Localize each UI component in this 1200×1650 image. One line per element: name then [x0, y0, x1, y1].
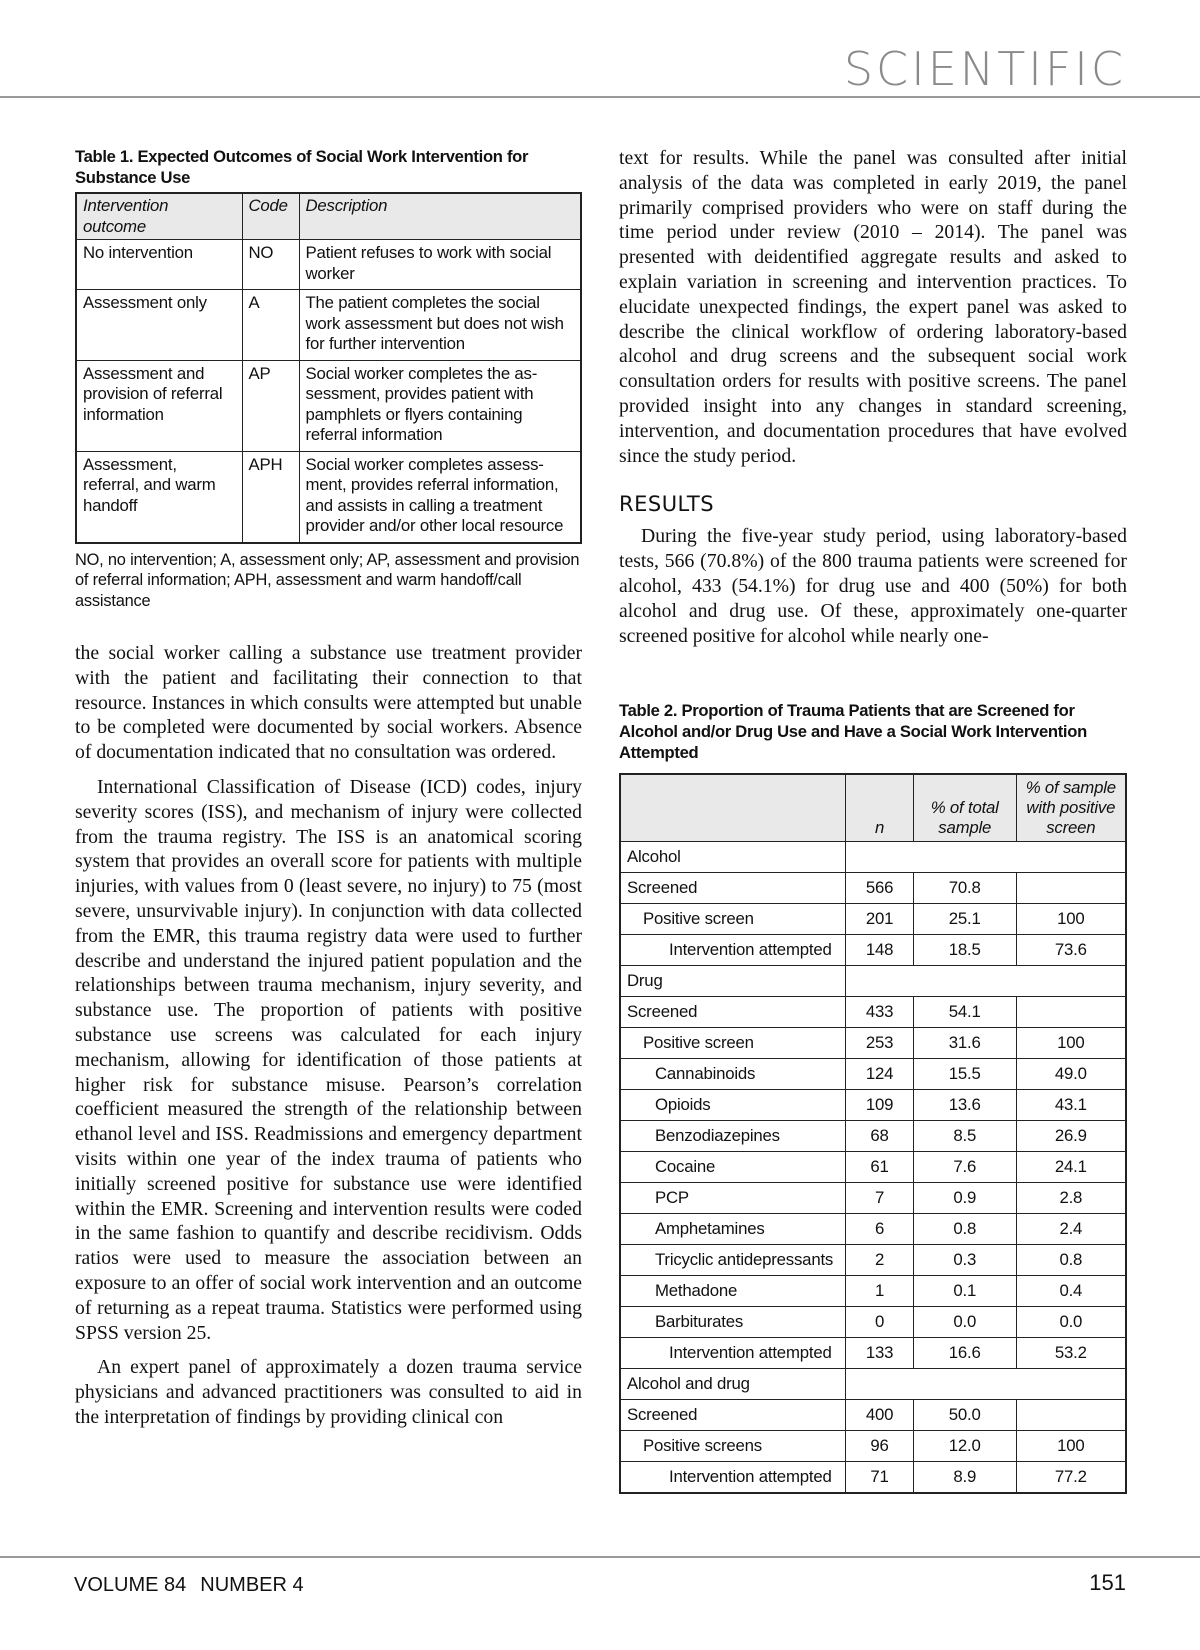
table2-pct-total-cell: 0.9 — [913, 1183, 1016, 1214]
table-row — [620, 1214, 1126, 1245]
section-label: SCIENTIFIC — [843, 42, 1126, 96]
table2-pct-total-cell: 70.8 — [913, 873, 1016, 904]
table2-pct-pos-cell: 0.0 — [1016, 1307, 1126, 1338]
table2-n-cell: 7 — [846, 1183, 914, 1214]
table-row — [620, 1338, 1126, 1369]
table2-n-cell: 2 — [846, 1245, 914, 1276]
table2-label-cell: Intervention attempted — [620, 1338, 846, 1369]
table1-footnote: NO, no intervention; A, assessment only; AP, assessment and provision of referral information; APH, assessment and warm handoff/call assistance — [75, 550, 580, 610]
body-paragraph: During the five-year study period, using laboratory-based tests, 566 (70.8%) of the 800 trauma patients were screened for alcohol, 433 (54.1%) for drug use and 400 (50%) for both alcohol and drug use. Of these, approximately one-quarter screened positive for alcohol while nearly one- — [619, 525, 1127, 647]
table2-n-cell: 0 — [846, 1307, 914, 1338]
table-row — [620, 1307, 1126, 1338]
left-column — [75, 146, 582, 1430]
table2-pct-pos-cell: 0.8 — [1016, 1245, 1126, 1276]
table2-pct-pos-cell: 49.0 — [1016, 1059, 1126, 1090]
table1-code-cell: A — [242, 290, 299, 361]
table2-header-pct-total: % of total sample — [913, 774, 1016, 842]
table-row — [620, 1276, 1126, 1307]
table2-pct-pos-cell: 73.6 — [1016, 935, 1126, 966]
table1-description-cell: Patient refuses to work with social worker — [299, 240, 581, 290]
table2-pct-total-cell: 13.6 — [913, 1090, 1016, 1121]
table2-label-cell: Positive screen — [620, 904, 846, 935]
table-row — [620, 1059, 1126, 1090]
table-row — [76, 240, 581, 290]
table1-outcome-cell: Assessment and provision of referral information — [76, 360, 242, 451]
table1-header-row — [76, 193, 581, 240]
table2-label-cell: Screened — [620, 873, 846, 904]
table2-empty-cell — [846, 966, 1126, 997]
table2-pct-total-cell: 0.3 — [913, 1245, 1016, 1276]
table2-pct-pos-cell: 2.4 — [1016, 1214, 1126, 1245]
table2-pct-total-cell: 18.5 — [913, 935, 1016, 966]
table-row — [620, 1369, 1126, 1400]
table-row — [620, 1400, 1126, 1431]
footer-volume-info — [74, 1574, 318, 1597]
table-row — [620, 1028, 1126, 1059]
table2-label-cell: Positive screen — [620, 1028, 846, 1059]
table2-pct-total-cell: 12.0 — [913, 1431, 1016, 1462]
table1-code-cell: AP — [242, 360, 299, 451]
table-row — [620, 1152, 1126, 1183]
table-row — [620, 1090, 1126, 1121]
table2-pct-pos-cell: 100 — [1016, 904, 1126, 935]
table2-pct-total-cell: 0.1 — [913, 1276, 1016, 1307]
table2-header-label — [620, 774, 846, 842]
table-row — [76, 290, 581, 361]
table-row — [620, 1121, 1126, 1152]
table2-n-cell: 566 — [846, 873, 914, 904]
table2-pct-total-cell: 54.1 — [913, 997, 1016, 1028]
table2-label-cell: Benzodiazepines — [620, 1121, 846, 1152]
table-row — [620, 935, 1126, 966]
table2-label-cell: PCP — [620, 1183, 846, 1214]
table2-pct-pos-cell: 77.2 — [1016, 1462, 1126, 1494]
table2-pct-pos-cell: 26.9 — [1016, 1121, 1126, 1152]
table1-code-cell: NO — [242, 240, 299, 290]
body-paragraph: the social worker calling a substance use treatment provider with the patient and facilitating their connection to that resource. Instances in which consults were attempted but unable to be completed were documented by social workers. Absence of documentation indicated that no consultation was ordered. — [75, 642, 582, 764]
table2-header-pct-positive: % of sample with positive screen — [1016, 774, 1126, 842]
table2-pct-pos-cell: 24.1 — [1016, 1152, 1126, 1183]
table2 — [619, 773, 1127, 1494]
table2-label-cell: Drug — [620, 966, 846, 997]
table2-label-cell: Screened — [620, 997, 846, 1028]
table2-header-n: n — [846, 774, 914, 842]
table1-caption: Table 1. Expected Outcomes of Social Work Intervention for Substance Use — [75, 147, 529, 187]
table-row — [620, 873, 1126, 904]
footer-rule — [0, 1556, 1200, 1558]
table1-header-code: Code — [242, 193, 299, 240]
results-heading: RESULTS — [619, 492, 715, 517]
table2-pct-total-cell: 8.9 — [913, 1462, 1016, 1494]
table2-n-cell: 68 — [846, 1121, 914, 1152]
table-row — [620, 1462, 1126, 1494]
footer-number: NUMBER 4 — [200, 1574, 304, 1596]
table1-header-outcome: Intervention outcome — [76, 193, 242, 240]
table2-caption: Table 2. Proportion of Trauma Patients that are Screened for Alcohol and/or Drug Use and Have a Social Work Intervention Attempted — [619, 701, 1087, 763]
table1 — [75, 192, 582, 544]
table-row — [620, 1431, 1126, 1462]
footer-volume: VOLUME 84 — [74, 1574, 187, 1596]
table2-n-cell: 96 — [846, 1431, 914, 1462]
table2-n-cell: 61 — [846, 1152, 914, 1183]
table-row — [620, 997, 1126, 1028]
table2-pct-total-cell: 0.0 — [913, 1307, 1016, 1338]
right-column — [619, 146, 1127, 1494]
table1-outcome-cell: No intervention — [76, 240, 242, 290]
table2-pct-pos-cell: 43.1 — [1016, 1090, 1126, 1121]
table2-label-cell: Cannabinoids — [620, 1059, 846, 1090]
table2-label-cell: Amphetamines — [620, 1214, 846, 1245]
table-row — [620, 842, 1126, 873]
table2-pct-pos-cell: 100 — [1016, 1028, 1126, 1059]
table1-description-cell: Social worker completes assessment, provides referral information, and assists in calling a treatment provider and/or other local resource — [299, 451, 581, 543]
table2-n-cell: 201 — [846, 904, 914, 935]
table1-outcome-cell: Assessment only — [76, 290, 242, 361]
table2-n-cell: 6 — [846, 1214, 914, 1245]
body-paragraph: text for results. While the panel was consulted after initial analysis of the data was completed in early 2019, the panel primarily comprised providers who were on staff during the time period under review (2010 – 2014). The panel was presented with deidentified aggregate results and asked to explain variation in screening and intervention practices. To elucidate unexpected findings, the expert panel was asked to describe the clinical workflow of ordering laboratory-based alcohol and drug screens and the subsequent social work consultation orders for results with positive screens. The panel provided insight into any changes in standard screening, intervention, and documentation procedures that have evolved since the study period. — [619, 147, 1127, 467]
table-row — [76, 360, 581, 451]
table2-label-cell: Alcohol and drug — [620, 1369, 846, 1400]
table2-pct-pos-cell: 100 — [1016, 1431, 1126, 1462]
table-row — [620, 1245, 1126, 1276]
table2-n-cell: 400 — [846, 1400, 914, 1431]
table2-label-cell: Positive screens — [620, 1431, 846, 1462]
table2-label-cell: Opioids — [620, 1090, 846, 1121]
table2-n-cell: 253 — [846, 1028, 914, 1059]
header-rule — [0, 96, 1200, 98]
table-row — [620, 1183, 1126, 1214]
table2-empty-cell — [846, 842, 1126, 873]
table2-pct-pos-cell: 2.8 — [1016, 1183, 1126, 1214]
table2-pct-total-cell: 8.5 — [913, 1121, 1016, 1152]
table1-description-cell: Social worker completes the assessment, provides patient with pamphlets or flyers containing referral information — [299, 360, 581, 451]
table2-label-cell: Cocaine — [620, 1152, 846, 1183]
table2-n-cell: 109 — [846, 1090, 914, 1121]
table2-pct-pos-cell — [1016, 1400, 1126, 1431]
table2-pct-pos-cell: 0.4 — [1016, 1276, 1126, 1307]
table1-header-description: Description — [299, 193, 581, 240]
table2-pct-total-cell: 7.6 — [913, 1152, 1016, 1183]
table2-pct-total-cell: 16.6 — [913, 1338, 1016, 1369]
table2-pct-total-cell: 0.8 — [913, 1214, 1016, 1245]
table2-n-cell: 148 — [846, 935, 914, 966]
table1-outcome-cell: Assessment, referral, and warm handoff — [76, 451, 242, 543]
table2-n-cell: 433 — [846, 997, 914, 1028]
table2-pct-total-cell: 31.6 — [913, 1028, 1016, 1059]
table2-label-cell: Intervention attempted — [620, 1462, 846, 1494]
page-number: 151 — [1089, 1570, 1126, 1595]
table2-n-cell: 133 — [846, 1338, 914, 1369]
body-paragraph: International Classification of Disease (ICD) codes, injury severity scores (ISS), and mechanism of injury were collected from the trauma registry. The ISS is an anatomical scoring system that provides an overall score for patients with multiple injuries, with values from 0 (least severe, no injury) to 75 (most severe, unsurvivable injury). In conjunction with data collected from the EMR, this trauma registry data were used to further describe and understand the injured patient population and the relationships between trauma mechanism, injury severity, and substance use. The proportion of patients with positive substance use screens was calculated for each injury mechanism, allowing for identification of those patients at higher risk for substance misuse. Pearson’s correlation coefficient measured the strength of the relationship between ethanol level and ISS. Readmissions and emergency department visits within one year of the index trauma of patients who initially screened positive for substance use were identified within the EMR. Screening and intervention results were coded in the same fashion to quantify and describe recidivism. Odds ratios were used to measure the association between an exposure to an offer of social work intervention and an outcome of returning as a repeat trauma. Statistics were performed using SPSS version 25. — [75, 775, 582, 1344]
table2-pct-pos-cell — [1016, 997, 1126, 1028]
table2-label-cell: Intervention attempted — [620, 935, 846, 966]
table2-label-cell: Alcohol — [620, 842, 846, 873]
table1-code-cell: APH — [242, 451, 299, 543]
table-row — [76, 451, 581, 543]
table2-n-cell: 1 — [846, 1276, 914, 1307]
table2-body — [620, 842, 1126, 1494]
table2-label-cell: Screened — [620, 1400, 846, 1431]
body-paragraph: An expert panel of approximately a dozen trauma service physicians and advanced practitioners was consulted to aid in the interpretation of findings by providing clinical con — [75, 1356, 582, 1428]
table1-description-cell: The patient completes the social work assessment but does not wish for further intervention — [299, 290, 581, 361]
table2-pct-pos-cell: 53.2 — [1016, 1338, 1126, 1369]
table2-label-cell: Tricyclic antidepressants — [620, 1245, 846, 1276]
table2-empty-cell — [846, 1369, 1126, 1400]
table-row — [620, 904, 1126, 935]
table2-n-cell: 71 — [846, 1462, 914, 1494]
table2-pct-total-cell: 50.0 — [913, 1400, 1016, 1431]
table2-header-row — [620, 774, 1126, 842]
table2-pct-total-cell: 15.5 — [913, 1059, 1016, 1090]
table2-pct-total-cell: 25.1 — [913, 904, 1016, 935]
table-row — [620, 966, 1126, 997]
table2-n-cell: 124 — [846, 1059, 914, 1090]
table2-pct-pos-cell — [1016, 873, 1126, 904]
table2-label-cell: Barbiturates — [620, 1307, 846, 1338]
table2-label-cell: Methadone — [620, 1276, 846, 1307]
